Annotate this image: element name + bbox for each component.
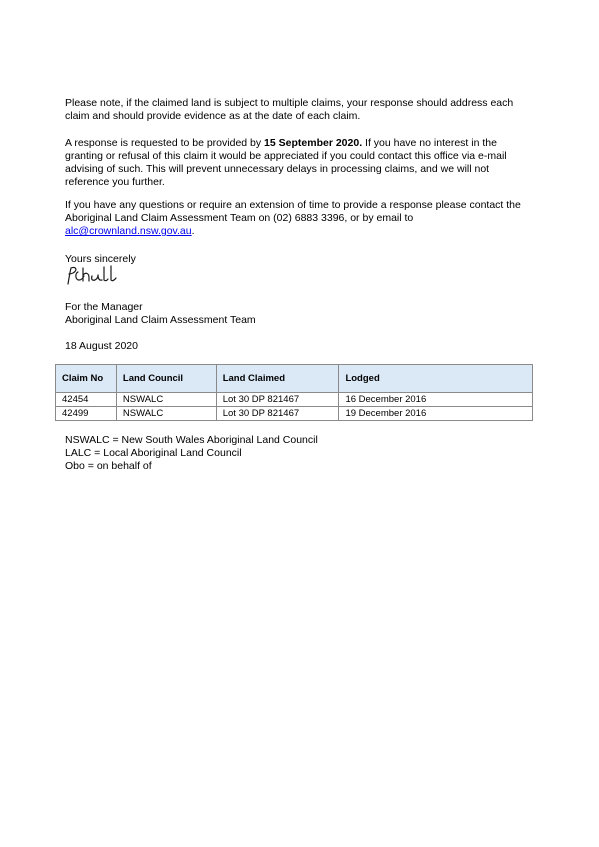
claim-no-cell: 42499 — [56, 407, 117, 421]
table-header-row — [56, 365, 533, 393]
response-text-after: If you have no interest in the granting or refusal of this claim it would be appreciated if you could contact this office via e-mail advising of such. This will prevent unnecessary delays in processing claims, and we will not reference you further. — [65, 137, 507, 188]
header-claim-no: Claim No — [56, 365, 117, 393]
land-claimed-cell: Lot 30 DP 821467 — [216, 407, 339, 421]
note-line: NSWALC = New South Wales Aboriginal Land Council — [65, 434, 318, 446]
land-claimed-cell: Lot 30 DP 821467 — [216, 393, 339, 407]
table-row — [56, 407, 533, 421]
table-row — [56, 393, 533, 407]
note-line: LALC = Local Aboriginal Land Council — [65, 447, 242, 459]
land-council-cell: NSWALC — [116, 393, 216, 407]
header-land-council: Land Council — [116, 365, 216, 393]
response-date: 15 September 2020. — [264, 137, 363, 149]
letter-date: 18 August 2020 — [65, 340, 138, 352]
lodged-cell: 19 December 2016 — [339, 407, 533, 421]
note-line: Obo = on behalf of — [65, 460, 152, 472]
signature-image — [64, 264, 134, 286]
abbreviation-notes — [65, 434, 318, 473]
claim-no-cell: 42454 — [56, 393, 117, 407]
for-the-manager: For the Manager — [65, 301, 143, 313]
team-name: Aboriginal Land Claim Assessment Team — [65, 314, 256, 326]
lodged-cell: 16 December 2016 — [339, 393, 533, 407]
claims-table — [55, 364, 533, 421]
questions-paragraph — [65, 199, 533, 238]
header-land-claimed: Land Claimed — [216, 365, 339, 393]
response-text-before: A response is requested to be provided by — [65, 137, 265, 149]
salutation: Yours sincerely — [65, 253, 136, 265]
header-lodged: Lodged — [339, 365, 533, 393]
questions-text: If you have any questions or require an extension of time to provide a response please contact the Aboriginal Land Claim Assessment Team on (02) 6883 3396, or by email to — [65, 199, 521, 224]
questions-text-end: . — [191, 225, 195, 237]
multiple-claims-paragraph: Please note, if the claimed land is subject to multiple claims, your response should address each claim and should provide evidence as at the date of each claim. — [65, 97, 514, 122]
email-link[interactable]: alc@crownland.nsw.gov.au — [65, 225, 192, 237]
response-paragraph — [65, 137, 533, 189]
land-council-cell: NSWALC — [116, 407, 216, 421]
